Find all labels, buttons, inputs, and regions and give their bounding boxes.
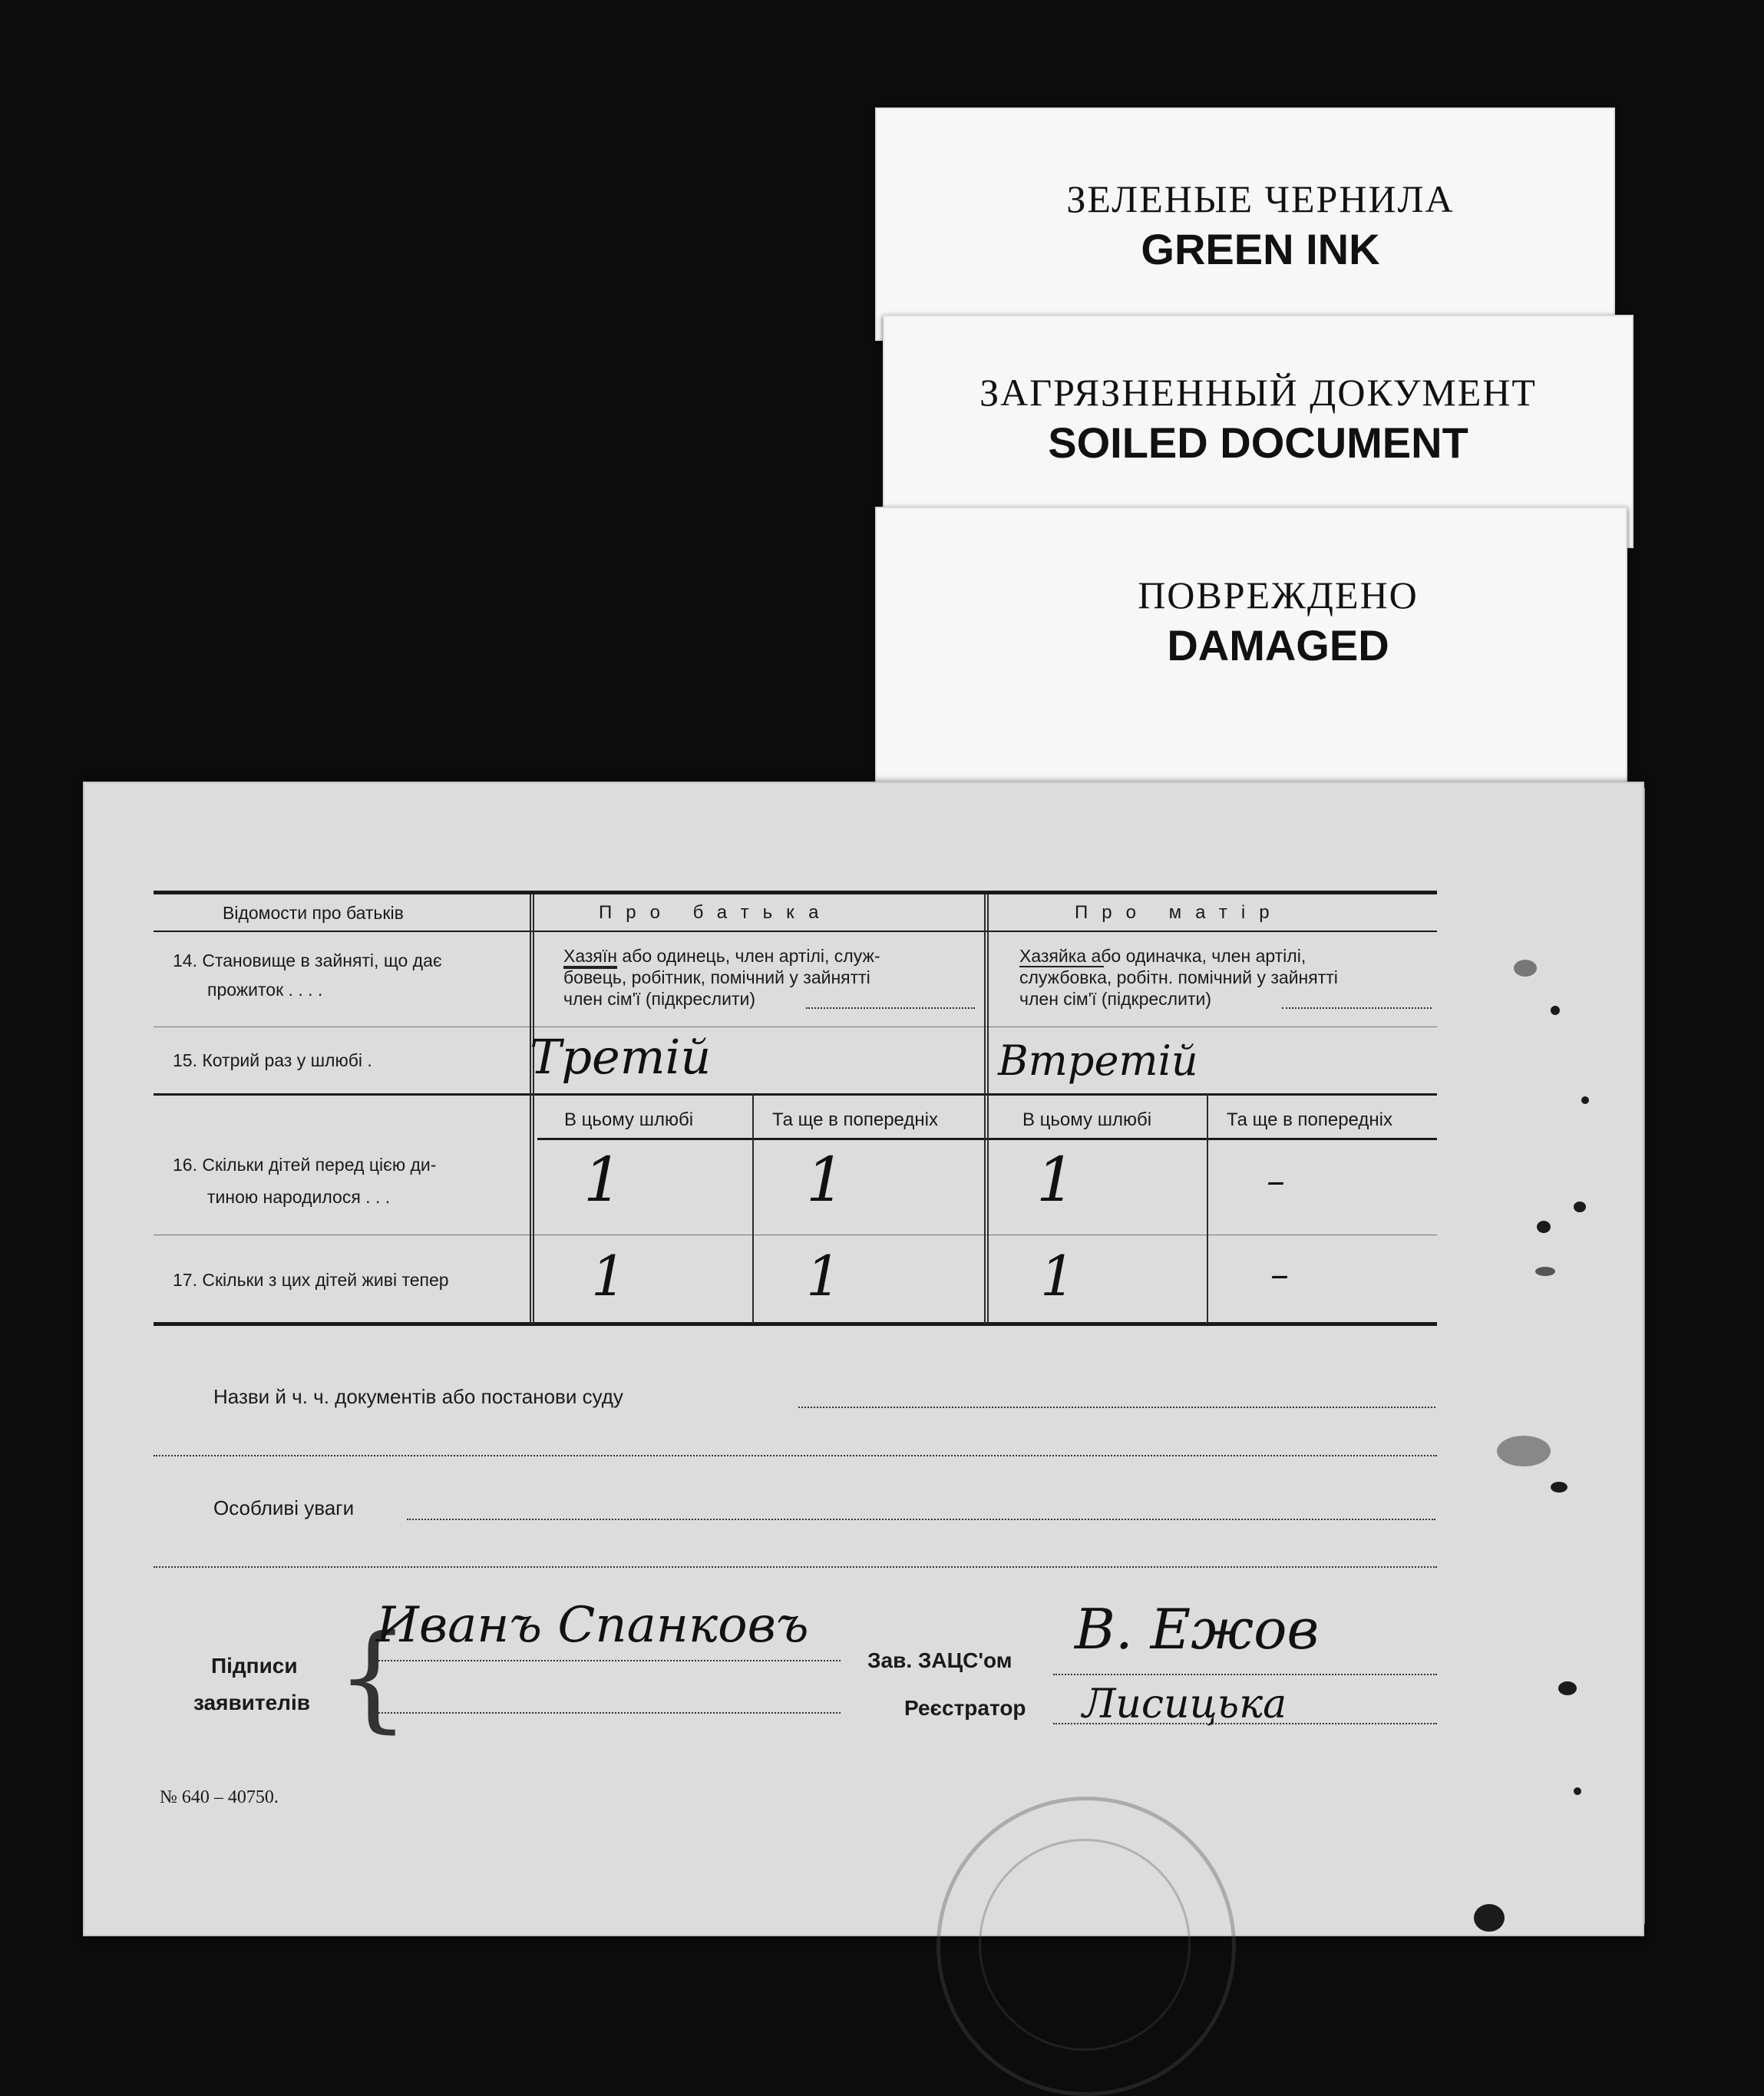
table-bottom-rule	[154, 1322, 1437, 1326]
soiled-en-text: SOILED DOCUMENT	[1048, 418, 1468, 467]
row16-label-line2: тиною народилося . . .	[207, 1187, 391, 1207]
signatures-label-line1: Підписи	[211, 1654, 298, 1678]
damaged-ru-text: ПОВРЕЖДЕНО	[1138, 574, 1419, 617]
green-ink-en-text: GREEN INK	[1141, 225, 1380, 273]
father-underline-mark	[563, 966, 617, 969]
table-top-rule	[154, 891, 1437, 894]
row14-mother-line1: Хазяйка або одиначка, член артілі,	[1019, 946, 1306, 966]
row17-label: 17. Скільки з цих дітей живі тепер	[173, 1270, 449, 1290]
soiled-ru-text: ЗАГРЯЗНЕННЫЙ ДОКУМЕНТ	[979, 371, 1537, 414]
green-ink-ru-text: ЗЕЛЕНЫЕ ЧЕРНИЛА	[1066, 177, 1455, 220]
row16-father-prev-value: 1	[806, 1144, 845, 1215]
row17-father-this-value: 1	[591, 1244, 626, 1308]
binding-hole	[1514, 960, 1537, 977]
row14-mother-line3: член сім'ї (підкреслити)	[1019, 989, 1211, 1009]
registrar-label: Реєстратор	[904, 1696, 1026, 1720]
binding-hole	[1574, 1202, 1586, 1212]
header-rule	[154, 931, 1437, 932]
head-signature-line	[1053, 1674, 1437, 1675]
mother-underline-mark	[1019, 966, 1104, 967]
subheader-mother-this: В цьому шлюбі	[1022, 1109, 1152, 1130]
row16-mother-prev-value: –	[1267, 1159, 1285, 1202]
col-divider-2	[984, 894, 986, 1324]
applicant-signature-line	[372, 1660, 841, 1661]
applicant-signature: Иванъ Спанковъ	[376, 1597, 809, 1654]
row14-father-line2: бовець, робітник, помічний у зайнятті	[563, 967, 870, 987]
row16-mother-this-value: 1	[1036, 1144, 1075, 1215]
official-stamp	[937, 1797, 1236, 2096]
binding-hole	[1537, 1221, 1551, 1233]
signatures-label-line2: заявителів	[193, 1691, 310, 1714]
registration-form	[83, 782, 1644, 1936]
row16-father-this-value: 1	[583, 1144, 623, 1215]
col-divider-1b	[533, 894, 534, 1324]
remarks-label: Особливі уваги	[213, 1496, 355, 1519]
form-number: № 640 – 40750.	[160, 1787, 279, 1807]
remarks-dotline-2	[154, 1566, 1437, 1568]
row15-mother-handwriting: Втретій	[998, 1036, 1198, 1085]
col-divider-2b	[987, 894, 989, 1324]
remarks-dotline-1	[407, 1519, 1435, 1520]
row14-label-line1: 14. Становище в зайняті, що дає	[173, 950, 442, 970]
head-label: Зав. ЗАЦС'ом	[867, 1648, 1012, 1672]
col-divider-mother	[1207, 1093, 1208, 1324]
subheader-father-prev: Та ще в попередніх	[772, 1109, 938, 1130]
binding-hole	[1535, 1267, 1555, 1276]
documents-dotline-1	[798, 1407, 1435, 1408]
row16-label-line1: 16. Скільки дітей перед цією ди-	[173, 1155, 437, 1175]
binding-hole	[1551, 1482, 1567, 1493]
subheader-mother-prev: Та ще в попередніх	[1227, 1109, 1392, 1130]
label-card-green-ink	[875, 107, 1615, 341]
damaged-en-text: DAMAGED	[1167, 621, 1389, 669]
header-father: Про батька	[599, 902, 833, 923]
col-divider-1	[530, 894, 531, 1324]
binding-hole	[1558, 1681, 1577, 1695]
row15-father-handwriting: Третій	[530, 1029, 712, 1085]
row15-label: 15. Котрий раз у шлюбі .	[173, 1050, 372, 1070]
registrar-signature: Лисицька	[1082, 1681, 1287, 1727]
applicant-second-line	[372, 1712, 841, 1714]
row14-label-line2: прожиток . . . .	[207, 980, 323, 1000]
subheader-father-this: В цьому шлюбі	[564, 1109, 694, 1130]
binding-hole	[1551, 1006, 1560, 1015]
label-card-damaged	[875, 507, 1627, 794]
col-divider-father	[752, 1093, 754, 1324]
head-signature: В. Ежов	[1075, 1597, 1320, 1661]
binding-hole	[1497, 1436, 1551, 1466]
documents-dotline-2	[154, 1455, 1437, 1456]
row17-mother-prev-value: –	[1270, 1253, 1289, 1296]
signatures-brace: {	[336, 1611, 410, 1744]
row17-mother-this-value: 1	[1040, 1244, 1075, 1308]
row14-mother-dotline	[1282, 1007, 1432, 1009]
binding-hole	[1474, 1904, 1505, 1932]
binding-hole	[1574, 1787, 1581, 1795]
row14-father-dotline	[806, 1007, 975, 1009]
row14-father-line3: член сім'ї (підкреслити)	[563, 989, 755, 1009]
binding-hole	[1581, 1096, 1589, 1104]
row14-father-line1: Хазяїн або одинець, член артілі, служ-	[563, 946, 880, 966]
row17-father-prev-value: 1	[806, 1244, 841, 1308]
documents-label: Назви й ч. ч. документів або постанови суду	[213, 1385, 623, 1408]
header-parents-info: Відомости про батьків	[223, 903, 404, 923]
row14-mother-line2: службовка, робітн. помічний у зайнятті	[1019, 967, 1338, 987]
header-mother: Про матір	[1075, 902, 1283, 923]
row15-rule	[154, 1093, 1437, 1096]
registrar-signature-line	[1053, 1723, 1437, 1724]
